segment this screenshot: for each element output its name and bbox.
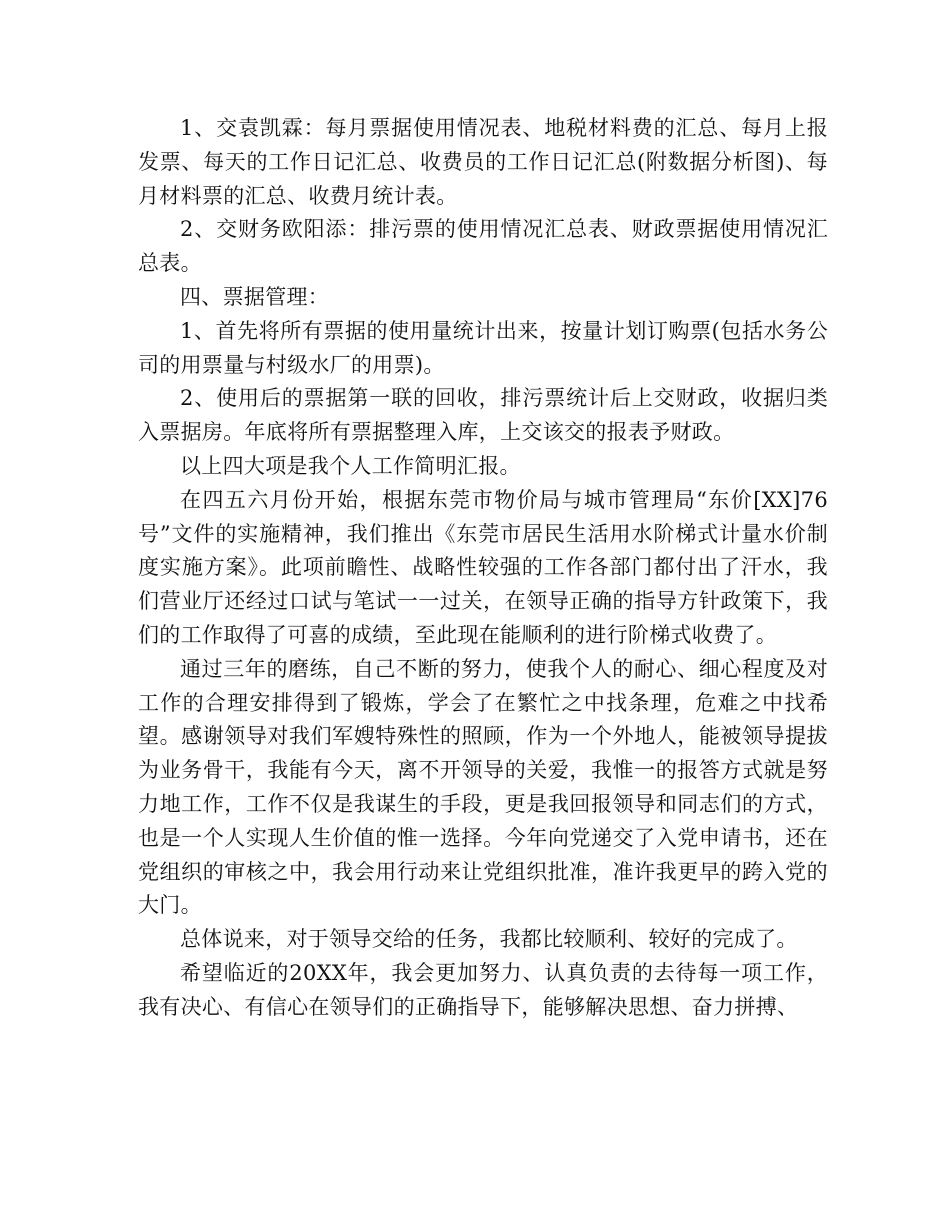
paragraph-3: 四、票据管理：: [180, 284, 330, 309]
paragraph-9: 总体说来，对于领导交给的任务，我都比较顺利、较好的完成了。: [180, 927, 798, 952]
paragraph-7: 在四五六月份开始，根据东莞市物价局与城市管理局“东价[XX]76号”文件的实施精神，我们推出《东莞市居民生活用水阶梯式计量水价制度实施方案》。此项前瞻性、战略性较强的工作各部门都付出了汗水，我们营业厅还经过口试与笔试一一过关，在领导正确的指导方针政策下，我们的工作取得了可喜的成绩，至此现在能顺利的进行阶梯式收费了。: [138, 487, 828, 647]
paragraph-4: 1、首先将所有票据的使用量统计出来，按量计划订购票(包括水务公司的用票量与村级水厂的用票)。: [138, 318, 828, 377]
paragraph-10: 希望临近的20XX年，我会更加努力、认真负责的去待每一项工作，我有决心、有信心在领导们的正确指导下，能够解决思想、奋力拼搏、: [138, 960, 828, 1019]
paragraph-1: 1、交袁凯霖：每月票据使用情况表、地税材料费的汇总、每月上报发票、每天的工作日记汇总、收费员的工作日记汇总(附数据分析图)、每月材料票的汇总、收费月统计表。: [138, 116, 828, 208]
document-body: [138, 112, 828, 1025]
paragraph-8: 通过三年的磨练，自己不断的努力，使我个人的耐心、细心程度及对工作的合理安排得到了锻炼，学会了在繁忙之中找条理，危难之中找希望。感谢领导对我们军嫂特殊性的照顾，作为一个外地人，能被领导提拔为业务骨干，我能有今天，离不开领导的关爱，我惟一的报答方式就是努力地工作，工作不仅是我谋生的手段，更是我回报领导和同志们的方式，也是一个人实现人生价值的惟一选择。今年向党递交了入党申请书，还在党组织的审核之中，我会用行动来让党组织批准，准许我更早的跨入党的大门。: [138, 656, 828, 918]
paragraph-6: 以上四大项是我个人工作简明汇报。: [180, 453, 521, 478]
paragraph-5: 2、使用后的票据第一联的回收，排污票统计后上交财政，收据归类入票据房。年底将所有票据整理入库，上交该交的报表予财政。: [138, 386, 828, 445]
paragraph-2: 2、交财务欧阳添：排污票的使用情况汇总表、财政票据使用情况汇总表。: [138, 217, 828, 276]
